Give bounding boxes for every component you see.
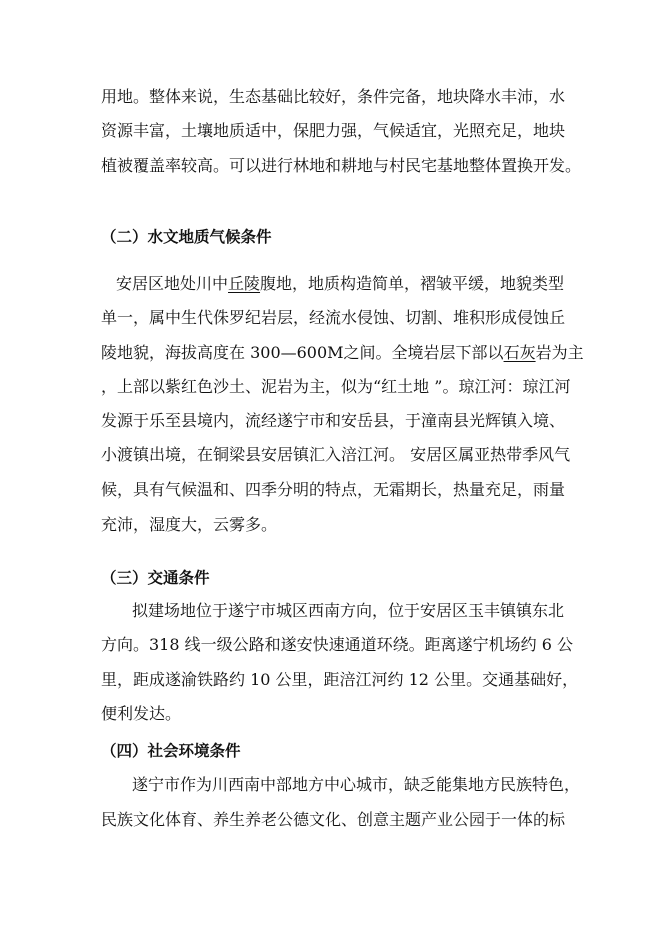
- section-heading-transport: （三）交通条件: [101, 569, 210, 587]
- section3-line-4: 便利发达。: [101, 704, 182, 723]
- section-heading-social: （四）社会环境条件: [101, 742, 241, 760]
- section3-line-3: 里，距成遂渝铁路约 10 公里，距涪江河约 12 公里。交通基础好，: [101, 670, 579, 689]
- section4-line-2: 民族文化体育、养生养老公德文化、创意主题产业公园于一体的标: [101, 810, 566, 829]
- underlined-term-limestone: 石灰: [503, 343, 536, 362]
- section3-line-2: 方向。318 线一级公路和遂安快速通道环绕。距离遂宁机场约 6 公: [101, 635, 573, 654]
- section2-line-1: [116, 273, 564, 295]
- section2-line-1-post: 腹地，地质构造简单，褶皱平缓，地貌类型: [260, 274, 565, 293]
- section2-line-1-pre: 安居区地处川中: [116, 274, 229, 293]
- intro-line-3: 植被覆盖率较高。可以进行林地和耕地与村民宅基地整体置换开发。: [101, 156, 582, 175]
- section2-line-7: 候，具有气候温和、四季分明的特点，无霜期长，热量充足，雨量: [101, 480, 566, 499]
- intro-line-2: 资源丰富，土壤地质适中，保肥力强，气候适宜，光照充足，地块: [101, 121, 566, 140]
- section2-line-3: [101, 342, 584, 364]
- section2-line-2: 单一，属中生代侏罗纪岩层，经流水侵蚀、切割、堆积形成侵蚀丘: [101, 308, 566, 327]
- underlined-term-hills: 丘陵: [228, 274, 261, 293]
- section2-line-6: 小渡镇出境，在铜梁县安居镇汇入涪江河。 安居区属亚热带季风气: [101, 445, 571, 464]
- section2-line-3-post: 岩为主: [535, 343, 584, 362]
- section4-line-1: 遂宁市作为川西南中部地方中心城市，缺乏能集地方民族特色，: [132, 775, 581, 794]
- section2-line-3-pre: 陵地貌，海拔高度在 300—600M之间。全境岩层下部以: [101, 343, 504, 362]
- intro-line-1: 用地。整体来说，生态基础比较好，条件完备，地块降水丰沛，水: [101, 87, 566, 106]
- section2-line-4: ，上部以紫红色沙土、泥岩为主，似为“红土地 ”。琼江河：琼江河: [101, 377, 571, 396]
- section-heading-hydrology: （二）水文地质气候条件: [101, 228, 272, 246]
- section2-line-8: 充沛，湿度大，云雾多。: [101, 515, 278, 534]
- section2-line-5: 发源于乐至县境内，流经遂宁市和安岳县，于潼南县光辉镇入境、: [101, 411, 566, 430]
- section3-line-1: 拟建场地位于遂宁市城区西南方向，位于安居区玉丰镇镇东北: [132, 601, 565, 620]
